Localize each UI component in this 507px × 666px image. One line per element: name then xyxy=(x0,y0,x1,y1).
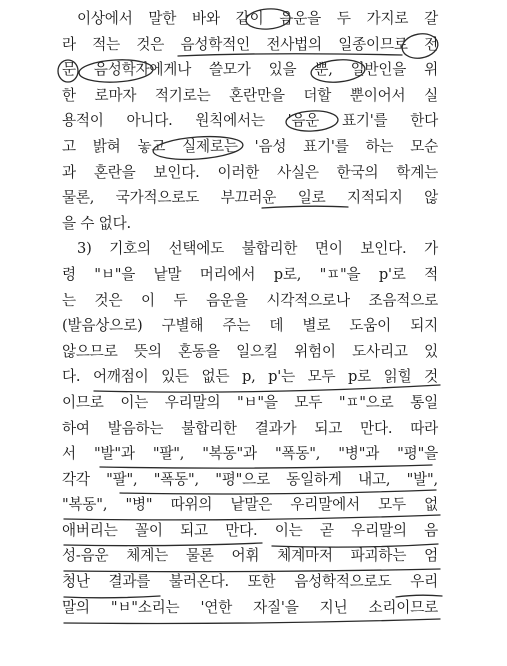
text-line: 3) 기호의 선택에도 불합리한 면이 보인다. 가 xyxy=(77,240,438,258)
text-line: 라 적는 것은 음성학적인 전사법의 일종이므로 전 xyxy=(62,35,438,53)
text-line: 문 음성학자에게나 쓸모가 있을 뿐, 일반인을 위 xyxy=(62,61,438,79)
document-body xyxy=(62,6,438,620)
text-line: 않으므로 뜻의 혼동을 일으킬 위험이 도사리고 있 xyxy=(62,342,438,360)
text-line: 이므로 이는 우리말의 "ㅂ"을 모두 "ㅍ"으로 통일 xyxy=(62,393,438,411)
text-line: 다. 어깨점이 있든 없든 p, p'는 모두 p로 읽힐 것 xyxy=(62,368,438,386)
text-line: 령 "ㅂ"을 낱말 머리에서 p로, "ㅍ"을 p'로 적 xyxy=(62,265,438,283)
text-line: 용적이 아니다. 원칙에서는 '음운 표기'를 한다 xyxy=(62,112,438,130)
text-line: 을 수 없다. xyxy=(62,214,131,232)
text-line: 이상에서 말한 바와 같이 음운을 두 가지로 갈 xyxy=(77,10,438,27)
text-line: 과 혼란을 보인다. 이러한 사실은 한국의 학계는 xyxy=(62,163,438,181)
text-line: (발음상으로) 구별해 주는 데 별로 도움이 되지 xyxy=(62,317,438,335)
text-line: 하여 발음하는 불합리한 결과가 되고 만다. 따라 xyxy=(62,419,438,437)
text-line: 물론, 국가적으로도 부끄러운 일로 지적되지 않 xyxy=(62,189,438,207)
text-line: 서 "발"과 "팔", "복동"과 "폭동", "병"과 "평"을 xyxy=(62,445,438,463)
text-line: 청난 결과를 불러온다. 또한 음성학적으로도 우리 xyxy=(62,573,438,591)
text-line: 말의 "ㅂ"소리는 '연한 자질'을 지닌 소리이므로 xyxy=(62,598,438,616)
text-line: 애버리는 꼴이 되고 만다. 이는 곧 우리말의 음 xyxy=(62,521,438,539)
text-line: 각각 "팔", "폭동", "평"으로 동일하게 내고, "발", xyxy=(62,470,438,488)
text-line: 한 로마자 적기로는 혼란만을 더할 뿐이어서 실 xyxy=(62,86,438,104)
text-line: 성-음운 체계는 물론 어휘 체계마저 파괴하는 엄 xyxy=(62,547,438,565)
text-line: "복동", "병" 따위의 낱말은 우리말에서 모두 없 xyxy=(62,496,438,514)
text-line: 는 것은 이 두 음운을 시각적으로나 조음적으로 xyxy=(62,291,438,309)
text-line: 고 밝혀 놓고 실제로는 '음성 표기'를 하는 모순 xyxy=(62,137,438,155)
